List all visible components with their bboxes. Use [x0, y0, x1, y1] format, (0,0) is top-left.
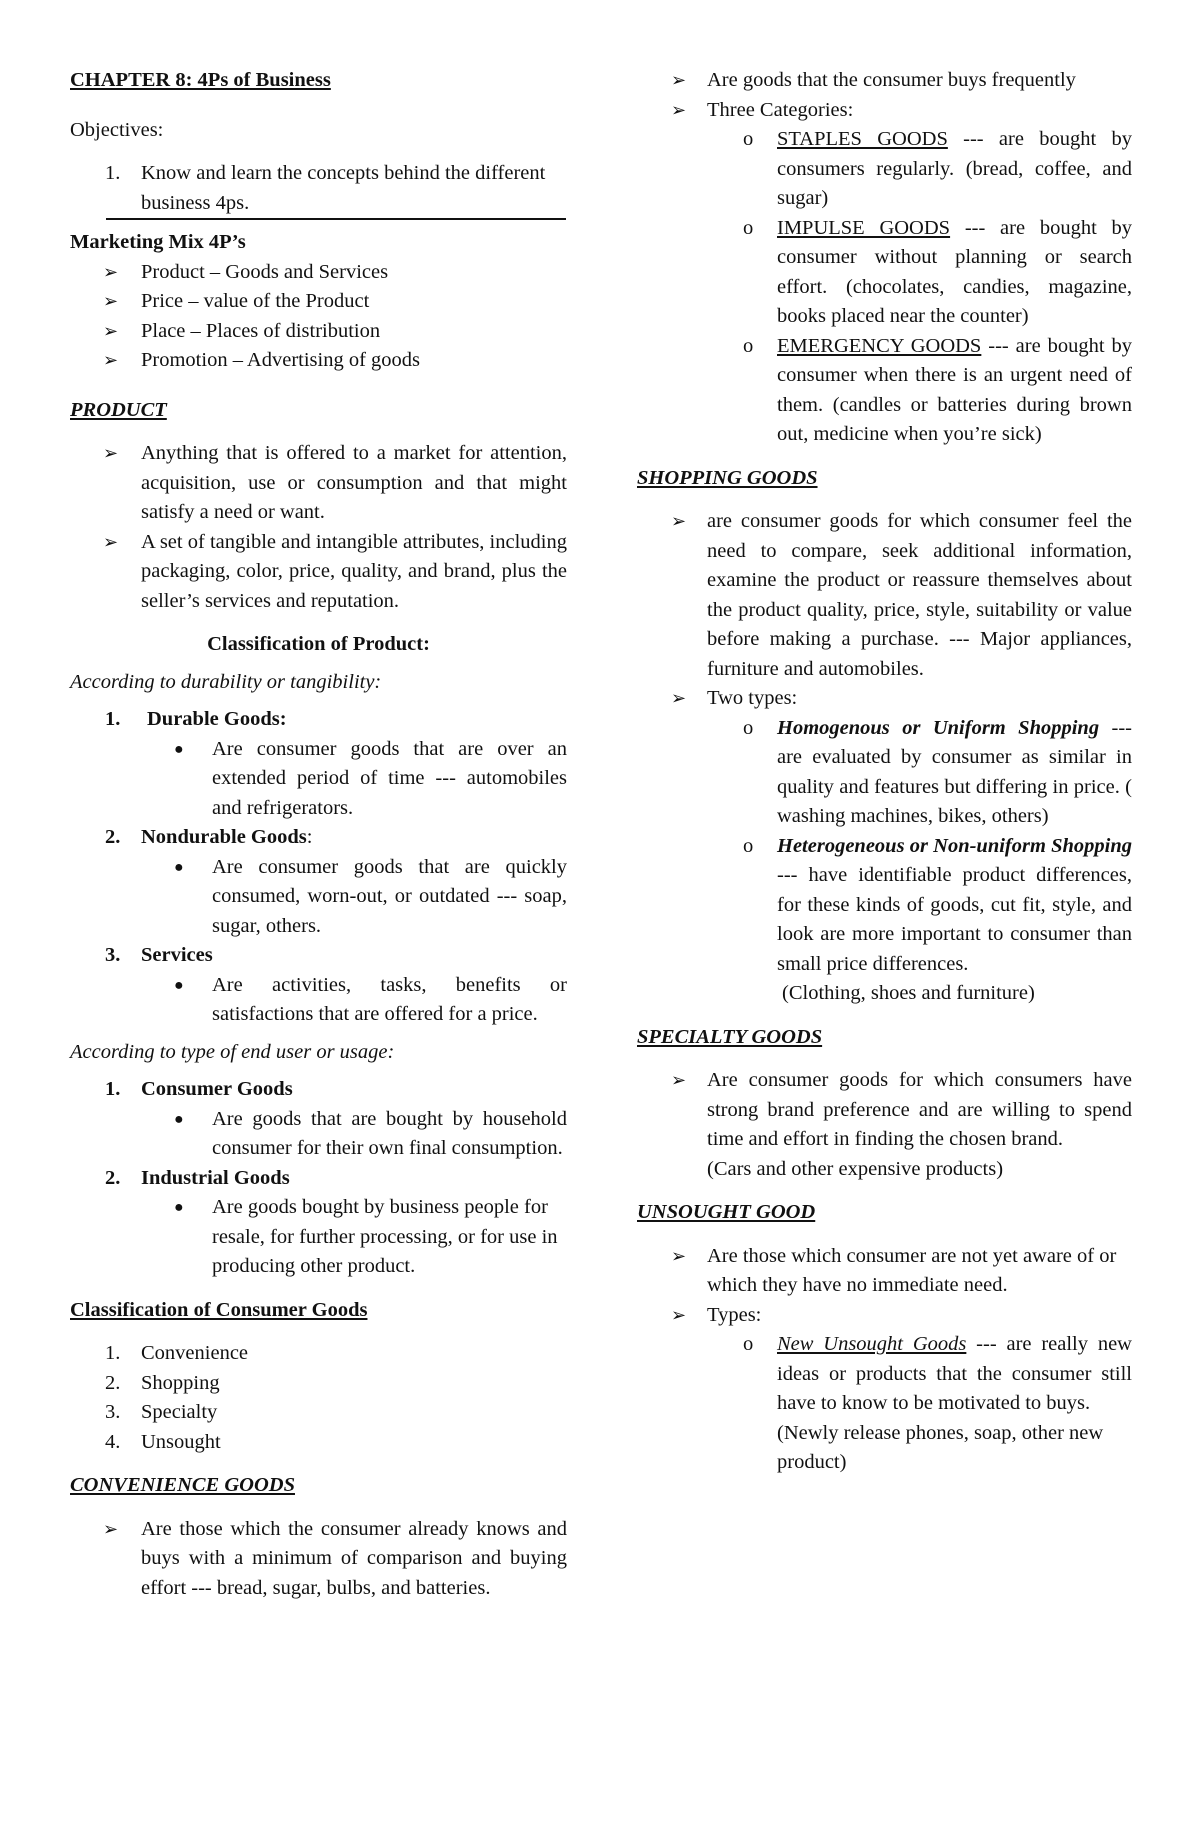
dot-bullet-icon: ●	[174, 858, 184, 876]
consumer-goods-text: ● Are goods that are bought by household consumer for their own final consumption.	[70, 1105, 567, 1164]
circle-bullet-icon: o	[743, 1333, 754, 1355]
dot-bullet-icon: ●	[174, 976, 184, 994]
dot-bullet-icon: ●	[174, 740, 184, 758]
circle-bullet-icon: o	[743, 834, 754, 857]
dot-bullet-icon: ●	[174, 1110, 184, 1128]
mix-item: ➢ Place – Places of distribution	[70, 317, 567, 347]
specialty-goods-heading: SPECIALTY GOODS	[637, 1025, 823, 1048]
arrow-bullet-icon: ➢	[671, 1070, 687, 1090]
specialty-goods-item: ➢ Are consumer goods for which consumers have strong brand preference and are willing to spend time and effort in finding the chosen brand.	[637, 1066, 1132, 1155]
arrow-bullet-icon: ➢	[671, 70, 687, 90]
arrow-bullet-icon: ➢	[103, 443, 119, 463]
arrow-bullet-icon: ➢	[671, 1245, 687, 1266]
usage-heading: According to type of end user or usage:	[70, 1040, 395, 1063]
durability-heading: According to durability or tangibility:	[70, 670, 382, 693]
emergency-goods-item: o EMERGENCY GOODS --- are bought by consumer when there is an urgent need of them. (candles or batteries during brown out, medicine when you’re sick)	[637, 332, 1132, 450]
convenience-item: ➢ Three Categories:	[637, 96, 1132, 126]
specialty-example: (Cars and other expensive products)	[707, 1157, 1004, 1180]
marketing-mix-heading: Marketing Mix 4P’s	[70, 231, 246, 253]
circle-bullet-icon: o	[743, 334, 754, 357]
new-unsought-example: (Newly release phones, soap, other new product)	[777, 1421, 1104, 1473]
circle-bullet-icon: o	[743, 216, 754, 239]
shopping-goods-heading: SHOPPING GOODS	[637, 466, 818, 489]
circle-bullet-icon: o	[743, 128, 754, 150]
consumer-class-item: 3. Specialty	[105, 1401, 218, 1423]
services-item: 3. Services	[105, 944, 213, 966]
circle-bullet-icon: o	[743, 716, 754, 739]
convenience-heading: CONVENIENCE GOODS	[70, 1474, 295, 1496]
unsought-good-heading: UNSOUGHT GOOD	[637, 1201, 816, 1223]
heterogeneous-item: o Heterogeneous or Non-uniform Shopping --- have identifiable product differences, for these kinds of goods, cut fit, style, and look are more important to consumer than small price differences.	[637, 832, 1132, 980]
heterogeneous-example: (Clothing, shoes and furniture)	[782, 982, 1035, 1004]
arrow-bullet-icon: ➢	[671, 511, 687, 531]
arrow-bullet-icon: ➢	[103, 320, 119, 341]
objectives-label: Objectives:	[70, 118, 164, 141]
consumer-class-item: 4. Unsought	[105, 1430, 221, 1453]
impulse-goods-item: o IMPULSE GOODS --- are bought by consumer without planning or search effort. (chocolates, candies, magazine, books placed near the counter)	[637, 214, 1132, 332]
product-heading: PRODUCT	[70, 398, 167, 421]
arrow-bullet-icon: ➢	[103, 291, 119, 311]
unsought-item: ➢ Are those which consumer are not yet aware of or which they have no immediate need.	[637, 1242, 1132, 1301]
objective-text: Know and learn the concepts behind the different business 4ps.	[141, 162, 546, 214]
services-text: ● Are activities, tasks, benefits or satisfactions that are offered for a price.	[70, 971, 567, 1030]
consumer-goods-item: 1. Consumer Goods	[105, 1078, 293, 1100]
mix-item: ➢ Promotion – Advertising of goods	[70, 346, 567, 376]
types-item: ➢ Types:	[637, 1301, 1132, 1331]
mix-item: ➢ Product – Goods and Services	[70, 258, 567, 288]
horizontal-rule	[106, 218, 566, 220]
convenience-item: ➢ Are goods that the consumer buys frequently	[637, 66, 1132, 96]
product-item: ➢ A set of tangible and intangible attributes, including packaging, color, price, quality, and brand, plus the seller’s services and reputation.	[70, 528, 567, 617]
arrow-bullet-icon: ➢	[103, 531, 119, 552]
industrial-goods-text: ● Are goods bought by business people for resale, for further processing, or for use in producing other product.	[70, 1193, 567, 1282]
chapter-title: CHAPTER 8: 4Ps of Business	[70, 69, 331, 91]
arrow-bullet-icon: ➢	[103, 261, 119, 282]
consumer-classification-heading: Classification of Consumer Goods	[70, 1298, 368, 1321]
arrow-bullet-icon: ➢	[671, 1304, 687, 1325]
consumer-class-item: 1. Convenience	[105, 1342, 249, 1364]
nondurable-goods-item: 2. Nondurable Goods:	[105, 826, 313, 848]
shopping-goods-item: ➢ are consumer goods for which consumer feel the need to compare, seek additional information, examine the product or reassure themselves about the product quality, price, style, suitability or value before making a purchase. --- Major appliances, furniture and automobiles.	[637, 507, 1132, 684]
durable-goods-text: ● Are consumer goods that are over an extended period of time --- automobiles and refrigerators.	[70, 735, 567, 824]
dot-bullet-icon: ●	[174, 1199, 184, 1216]
mix-item: ➢ Price – value of the Product	[70, 287, 567, 317]
consumer-class-item: 2. Shopping	[105, 1371, 220, 1394]
product-item: ➢ Anything that is offered to a market for attention, acquisition, use or consumption and that might satisfy a need or want.	[70, 439, 567, 528]
homogenous-item: o Homogenous or Uniform Shopping --- are evaluated by consumer as similar in quality and features but differing in price. ( washing machines, bikes, others)	[637, 714, 1132, 832]
right-column	[637, 66, 1132, 1478]
industrial-goods-item: 2. Industrial Goods	[105, 1166, 290, 1189]
objective-item: 1. Know and learn the concepts behind the different business 4ps.	[105, 162, 546, 214]
left-column	[70, 66, 567, 1603]
arrow-bullet-icon: ➢	[103, 350, 119, 370]
arrow-bullet-icon: ➢	[671, 99, 687, 120]
two-types-item: ➢ Two types:	[637, 684, 1132, 714]
new-unsought-item: o New Unsought Goods --- are really new ideas or products that the consumer still have to know to be motivated to buys.	[637, 1330, 1132, 1419]
classification-heading: Classification of Product:	[207, 633, 430, 655]
staples-goods-item: o STAPLES GOODS --- are bought by consumers regularly. (bread, coffee, and sugar)	[637, 125, 1132, 214]
arrow-bullet-icon: ➢	[671, 688, 687, 708]
convenience-item: ➢ Are those which the consumer already knows and buys with a minimum of comparison and buying effort --- bread, sugar, bulbs, and batteries.	[70, 1515, 567, 1604]
arrow-bullet-icon: ➢	[103, 1518, 119, 1539]
nondurable-goods-text: ● Are consumer goods that are quickly consumed, worn-out, or outdated --- soap, sugar, others.	[70, 853, 567, 942]
durable-goods-item: 1. Durable Goods:	[105, 708, 287, 730]
